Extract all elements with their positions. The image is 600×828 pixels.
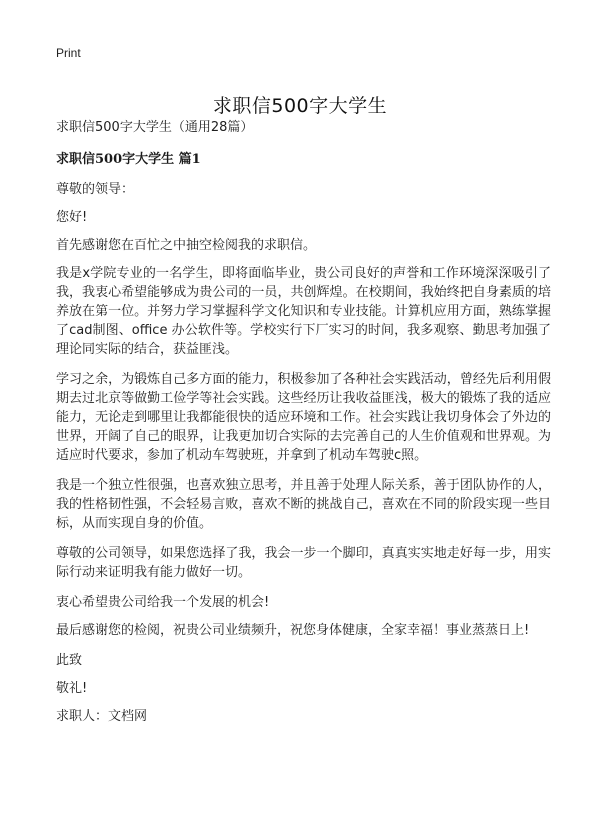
- signature: 求职人：文档网: [56, 709, 148, 724]
- greeting: 您好!: [56, 210, 88, 225]
- page-title: 求职信500字大学生: [212, 94, 388, 117]
- document-subtitle: 求职信500字大学生（通用28篇）: [56, 120, 254, 135]
- section-heading: 求职信500字大学生 篇1: [56, 152, 201, 167]
- paragraph-hope: 衷心希望贵公司给我一个发展的机会!: [56, 595, 270, 610]
- print-link[interactable]: Print: [56, 46, 81, 60]
- paragraph-education: 我是x学院专业的一名学生，即将面临毕业，贵公司良好的声誉和工作环境深深吸引了我，我衷心希望能够成为贵公司的一员，共创辉煌。在校期间，我始终把自身素质的培养放在第一位。并努力学习掌握科学文化知识和专业技能。计算机应用方面，熟练掌握了cad制图、office 办公软件等。学校实行下厂实习的时间，我多观察、勤思考加强了理论同实际的结合，获益匪浅。: [56, 266, 551, 357]
- closing-line-2: 敬礼!: [56, 681, 88, 696]
- paragraph-intro: 首先感谢您在百忙之中抽空检阅我的求职信。: [56, 238, 317, 253]
- paragraph-thanks: 最后感谢您的检阅，祝贵公司业绩频升，祝您身体健康，全家幸福！事业蒸蒸日上!: [56, 623, 530, 638]
- document-body: [56, 118, 551, 735]
- paragraph-personality: 我是一个独立性很强，也喜欢独立思考，并且善于处理人际关系，善于团队协作的人，我的性格韧性强，不会轻易言败，喜欢不断的挑战自己，喜欢在不同的阶段实现一些目标，从而实现自身的价值。: [56, 478, 551, 531]
- paragraph-practice: 学习之余，为锻炼自己多方面的能力，积极参加了各种社会实践活动，曾经先后利用假期去过北京等做勤工俭学等社会实践。这些经历让我收益匪浅，极大的锻炼了我的适应能力，无论走到哪里让我都能很快的适应环境和工作。社会实践让我切身体会了外边的世界，开阔了自己的眼界，让我更加切合实际的去完善自己的人生价值观和世界观。为适应时代要求，参加了机动车驾驶班，并拿到了机动车驾驶c照。: [56, 372, 551, 463]
- closing-line-1: 此致: [56, 653, 83, 668]
- salutation: 尊敬的领导：: [56, 182, 135, 197]
- paragraph-commitment: 尊敬的公司领导，如果您选择了我，我会一步一个脚印，真真实实地走好每一步，用实际行动来证明我有能力做好一切。: [56, 546, 551, 580]
